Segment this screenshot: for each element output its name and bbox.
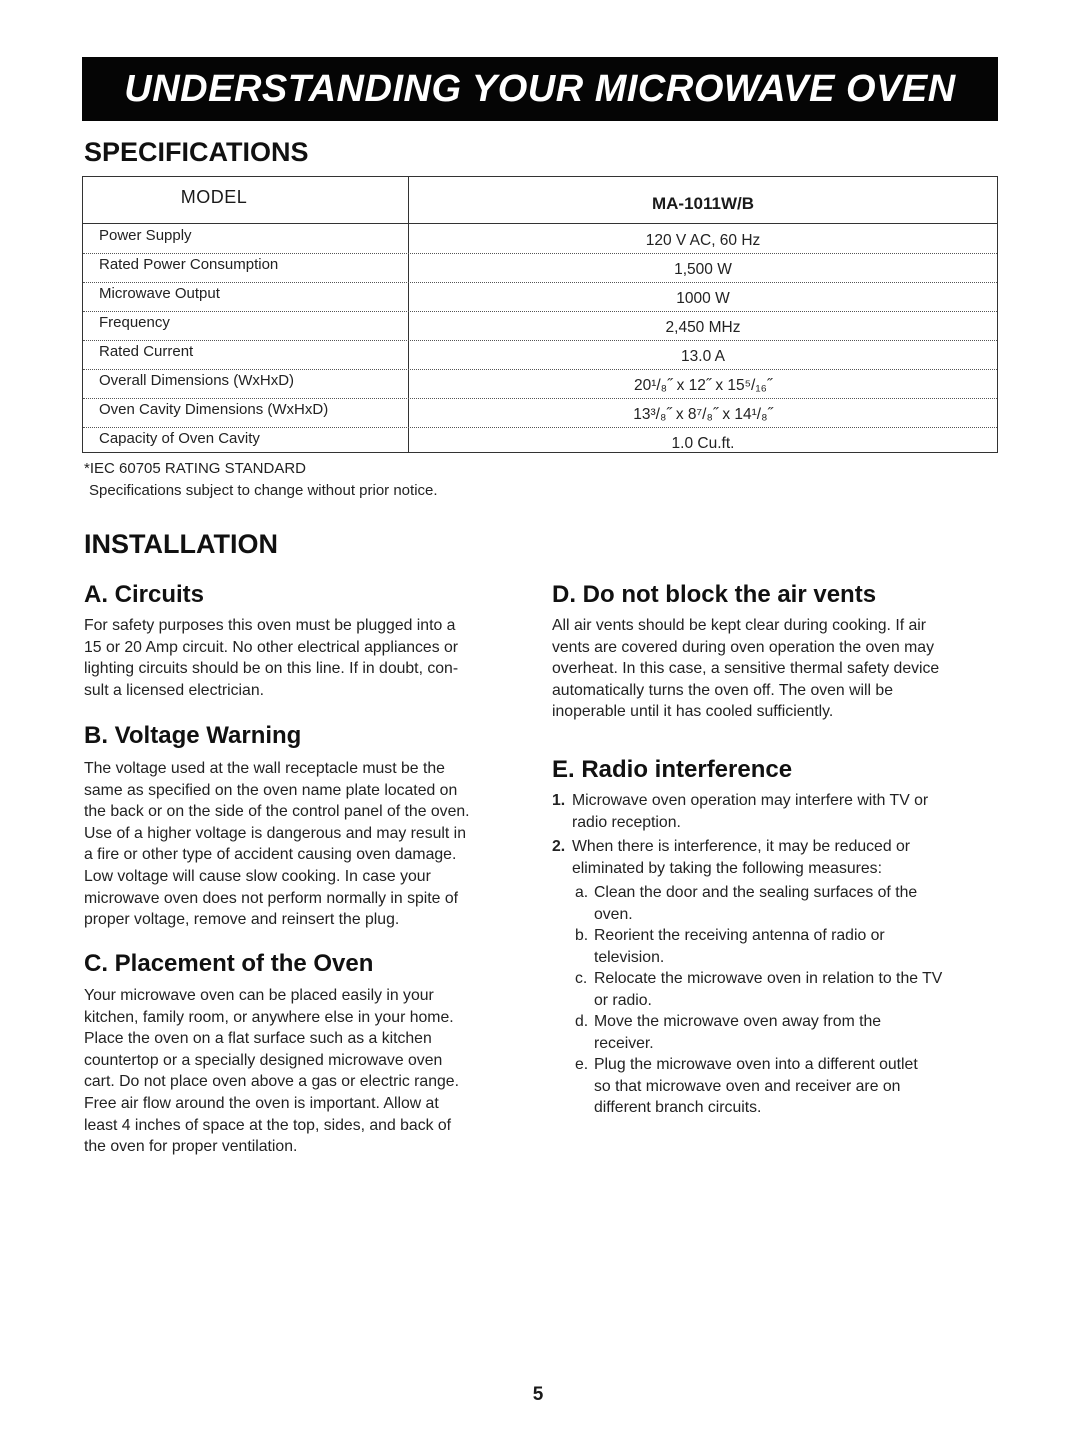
spec-row bbox=[83, 311, 997, 341]
text-line: inoperable until it has cooled sufficiently. bbox=[552, 703, 834, 721]
spec-row bbox=[83, 282, 997, 312]
text-line: overheat. In this case, a sensitive thermal safety device bbox=[552, 660, 940, 678]
spec-value: 1,500 W bbox=[674, 261, 732, 278]
specifications-table bbox=[82, 176, 998, 453]
rating-standard-note: *IEC 60705 RATING STANDARD bbox=[84, 460, 307, 477]
spec-row bbox=[83, 427, 997, 456]
sub-list-item bbox=[575, 1054, 918, 1119]
text-line: or radio. bbox=[594, 991, 652, 1009]
text-line: countertop or a specially designed microwave oven bbox=[84, 1051, 443, 1069]
text-line: Low voltage will cause slow cooking. In case your bbox=[84, 867, 431, 885]
text-line: vents are covered during oven operation the oven may bbox=[552, 638, 934, 656]
voltage-warning-heading: B. Voltage Warning bbox=[84, 722, 302, 749]
text-line: Place the oven on a flat surface such as a kitchen bbox=[84, 1030, 432, 1048]
spec-value: 2,450 MHz bbox=[665, 319, 741, 336]
spec-table-header bbox=[83, 177, 997, 224]
spec-row bbox=[83, 369, 997, 399]
text-line: Move the microwave oven away from the bbox=[594, 1013, 882, 1030]
text-line: the back or on the side of the control panel of the oven. bbox=[84, 803, 470, 821]
placement-heading: C. Placement of the Oven bbox=[84, 950, 374, 977]
text-line: All air vents should be kept clear during cooking. If air bbox=[552, 617, 927, 634]
text-line: the oven for proper ventilation. bbox=[84, 1138, 298, 1156]
air-vents-paragraph bbox=[552, 615, 939, 723]
voltage-warning-paragraph bbox=[84, 758, 470, 931]
sub-list-marker: c. bbox=[575, 970, 588, 987]
text-line: Microwave oven operation may interfere with TV or bbox=[572, 792, 929, 809]
spec-label: Rated Power Consumption bbox=[99, 256, 279, 273]
sub-list-marker: e. bbox=[575, 1056, 589, 1073]
sub-list-marker: b. bbox=[575, 927, 589, 944]
model-label: MODEL bbox=[180, 187, 248, 207]
spec-label: Capacity of Oven Cavity bbox=[99, 430, 260, 447]
text-line: Plug the microwave oven into a different outlet bbox=[594, 1056, 918, 1073]
spec-label: Rated Current bbox=[99, 343, 194, 360]
text-line: proper voltage, remove and reinsert the plug. bbox=[84, 911, 400, 929]
spec-value: 13³/₈˝ x 8⁷/₈˝ x 14¹/₈˝ bbox=[633, 406, 773, 423]
spec-value: 1.0 Cu.ft. bbox=[671, 435, 735, 452]
spec-row bbox=[83, 398, 997, 428]
text-line: same as specified on the oven name plate located on bbox=[84, 781, 458, 799]
spec-row bbox=[83, 224, 997, 254]
text-line: receiver. bbox=[594, 1034, 654, 1052]
sub-list-item bbox=[575, 968, 942, 1011]
text-line: Free air flow around the oven is important. Allow at bbox=[84, 1094, 439, 1112]
text-line: radio reception. bbox=[572, 813, 681, 831]
text-line: Reorient the receiving antenna of radio or bbox=[594, 927, 885, 944]
text-line: sult a licensed electrician. bbox=[84, 681, 264, 699]
spec-row bbox=[83, 340, 997, 370]
circuits-heading: A. Circuits bbox=[84, 581, 205, 608]
spec-value: 120 V AC, 60 Hz bbox=[645, 232, 761, 249]
spec-label: Microwave Output bbox=[99, 285, 220, 302]
sub-list-marker: d. bbox=[575, 1013, 589, 1030]
sub-list-item bbox=[575, 1011, 881, 1054]
text-line: oven. bbox=[594, 905, 633, 923]
spec-label: Overall Dimensions (WxHxD) bbox=[99, 372, 295, 389]
spec-row bbox=[83, 253, 997, 283]
text-line: least 4 inches of space at the top, sides, and back of bbox=[84, 1116, 452, 1134]
text-line: For safety purposes this oven must be plugged into a bbox=[84, 617, 456, 634]
sub-list-item bbox=[575, 882, 917, 925]
text-line: so that microwave oven and receiver are on bbox=[594, 1077, 901, 1095]
text-line: The voltage used at the wall receptacle must be the bbox=[84, 760, 445, 777]
specifications-heading: SPECIFICATIONS bbox=[84, 137, 309, 167]
circuits-paragraph bbox=[84, 615, 458, 701]
spec-value: 20¹/₈˝ x 12˝ x 15⁵/₁₆˝ bbox=[633, 377, 773, 394]
text-line: Relocate the microwave oven in relation to the TV bbox=[594, 970, 943, 987]
spec-value: 1000 W bbox=[676, 290, 730, 307]
sub-list-marker: a. bbox=[575, 884, 589, 901]
air-vents-heading: D. Do not block the air vents bbox=[552, 581, 877, 608]
text-line: Clean the door and the sealing surfaces of the bbox=[594, 884, 918, 901]
spec-label: Oven Cavity Dimensions (WxHxD) bbox=[99, 401, 329, 418]
text-line: different branch circuits. bbox=[594, 1099, 762, 1117]
text-line: a fire or other type of accident causing oven damage. bbox=[84, 846, 457, 864]
list-item bbox=[552, 790, 928, 833]
placement-paragraph bbox=[84, 985, 459, 1158]
text-line: Use of a higher voltage is dangerous and may result in bbox=[84, 824, 466, 842]
spec-label: Frequency bbox=[99, 314, 170, 331]
list-item bbox=[552, 836, 910, 879]
page-number: 5 bbox=[532, 1384, 544, 1405]
text-line: lighting circuits should be on this line. If in doubt, con- bbox=[84, 660, 459, 678]
list-number: 2. bbox=[552, 838, 566, 855]
text-line: automatically turns the oven off. The oven will be bbox=[552, 681, 893, 699]
text-line: When there is interference, it may be reduced or bbox=[572, 838, 911, 855]
text-line: television. bbox=[594, 948, 665, 966]
spec-label: Power Supply bbox=[99, 227, 192, 244]
text-line: cart. Do not place oven above a gas or electric range. bbox=[84, 1073, 459, 1091]
model-value: MA-1011W/B bbox=[651, 194, 755, 213]
spec-value: 13.0 A bbox=[681, 348, 725, 365]
radio-interference-heading: E. Radio interference bbox=[552, 756, 793, 783]
page-banner bbox=[82, 57, 998, 121]
list-number: 1. bbox=[552, 792, 566, 809]
banner-title: UNDERSTANDING YOUR MICROWAVE OVEN bbox=[124, 67, 956, 110]
text-line: microwave oven does not perform normally in spite of bbox=[84, 889, 459, 907]
text-line: kitchen, family room, or anywhere else in your home. bbox=[84, 1008, 454, 1026]
change-notice: Specifications subject to change without prior notice. bbox=[89, 482, 438, 499]
sub-list-item bbox=[575, 925, 885, 968]
text-line: 15 or 20 Amp circuit. No other electrical appliances or bbox=[84, 638, 459, 656]
text-line: eliminated by taking the following measures: bbox=[572, 859, 882, 877]
installation-heading: INSTALLATION bbox=[84, 529, 278, 559]
text-line: Your microwave oven can be placed easily in your bbox=[84, 987, 434, 1004]
